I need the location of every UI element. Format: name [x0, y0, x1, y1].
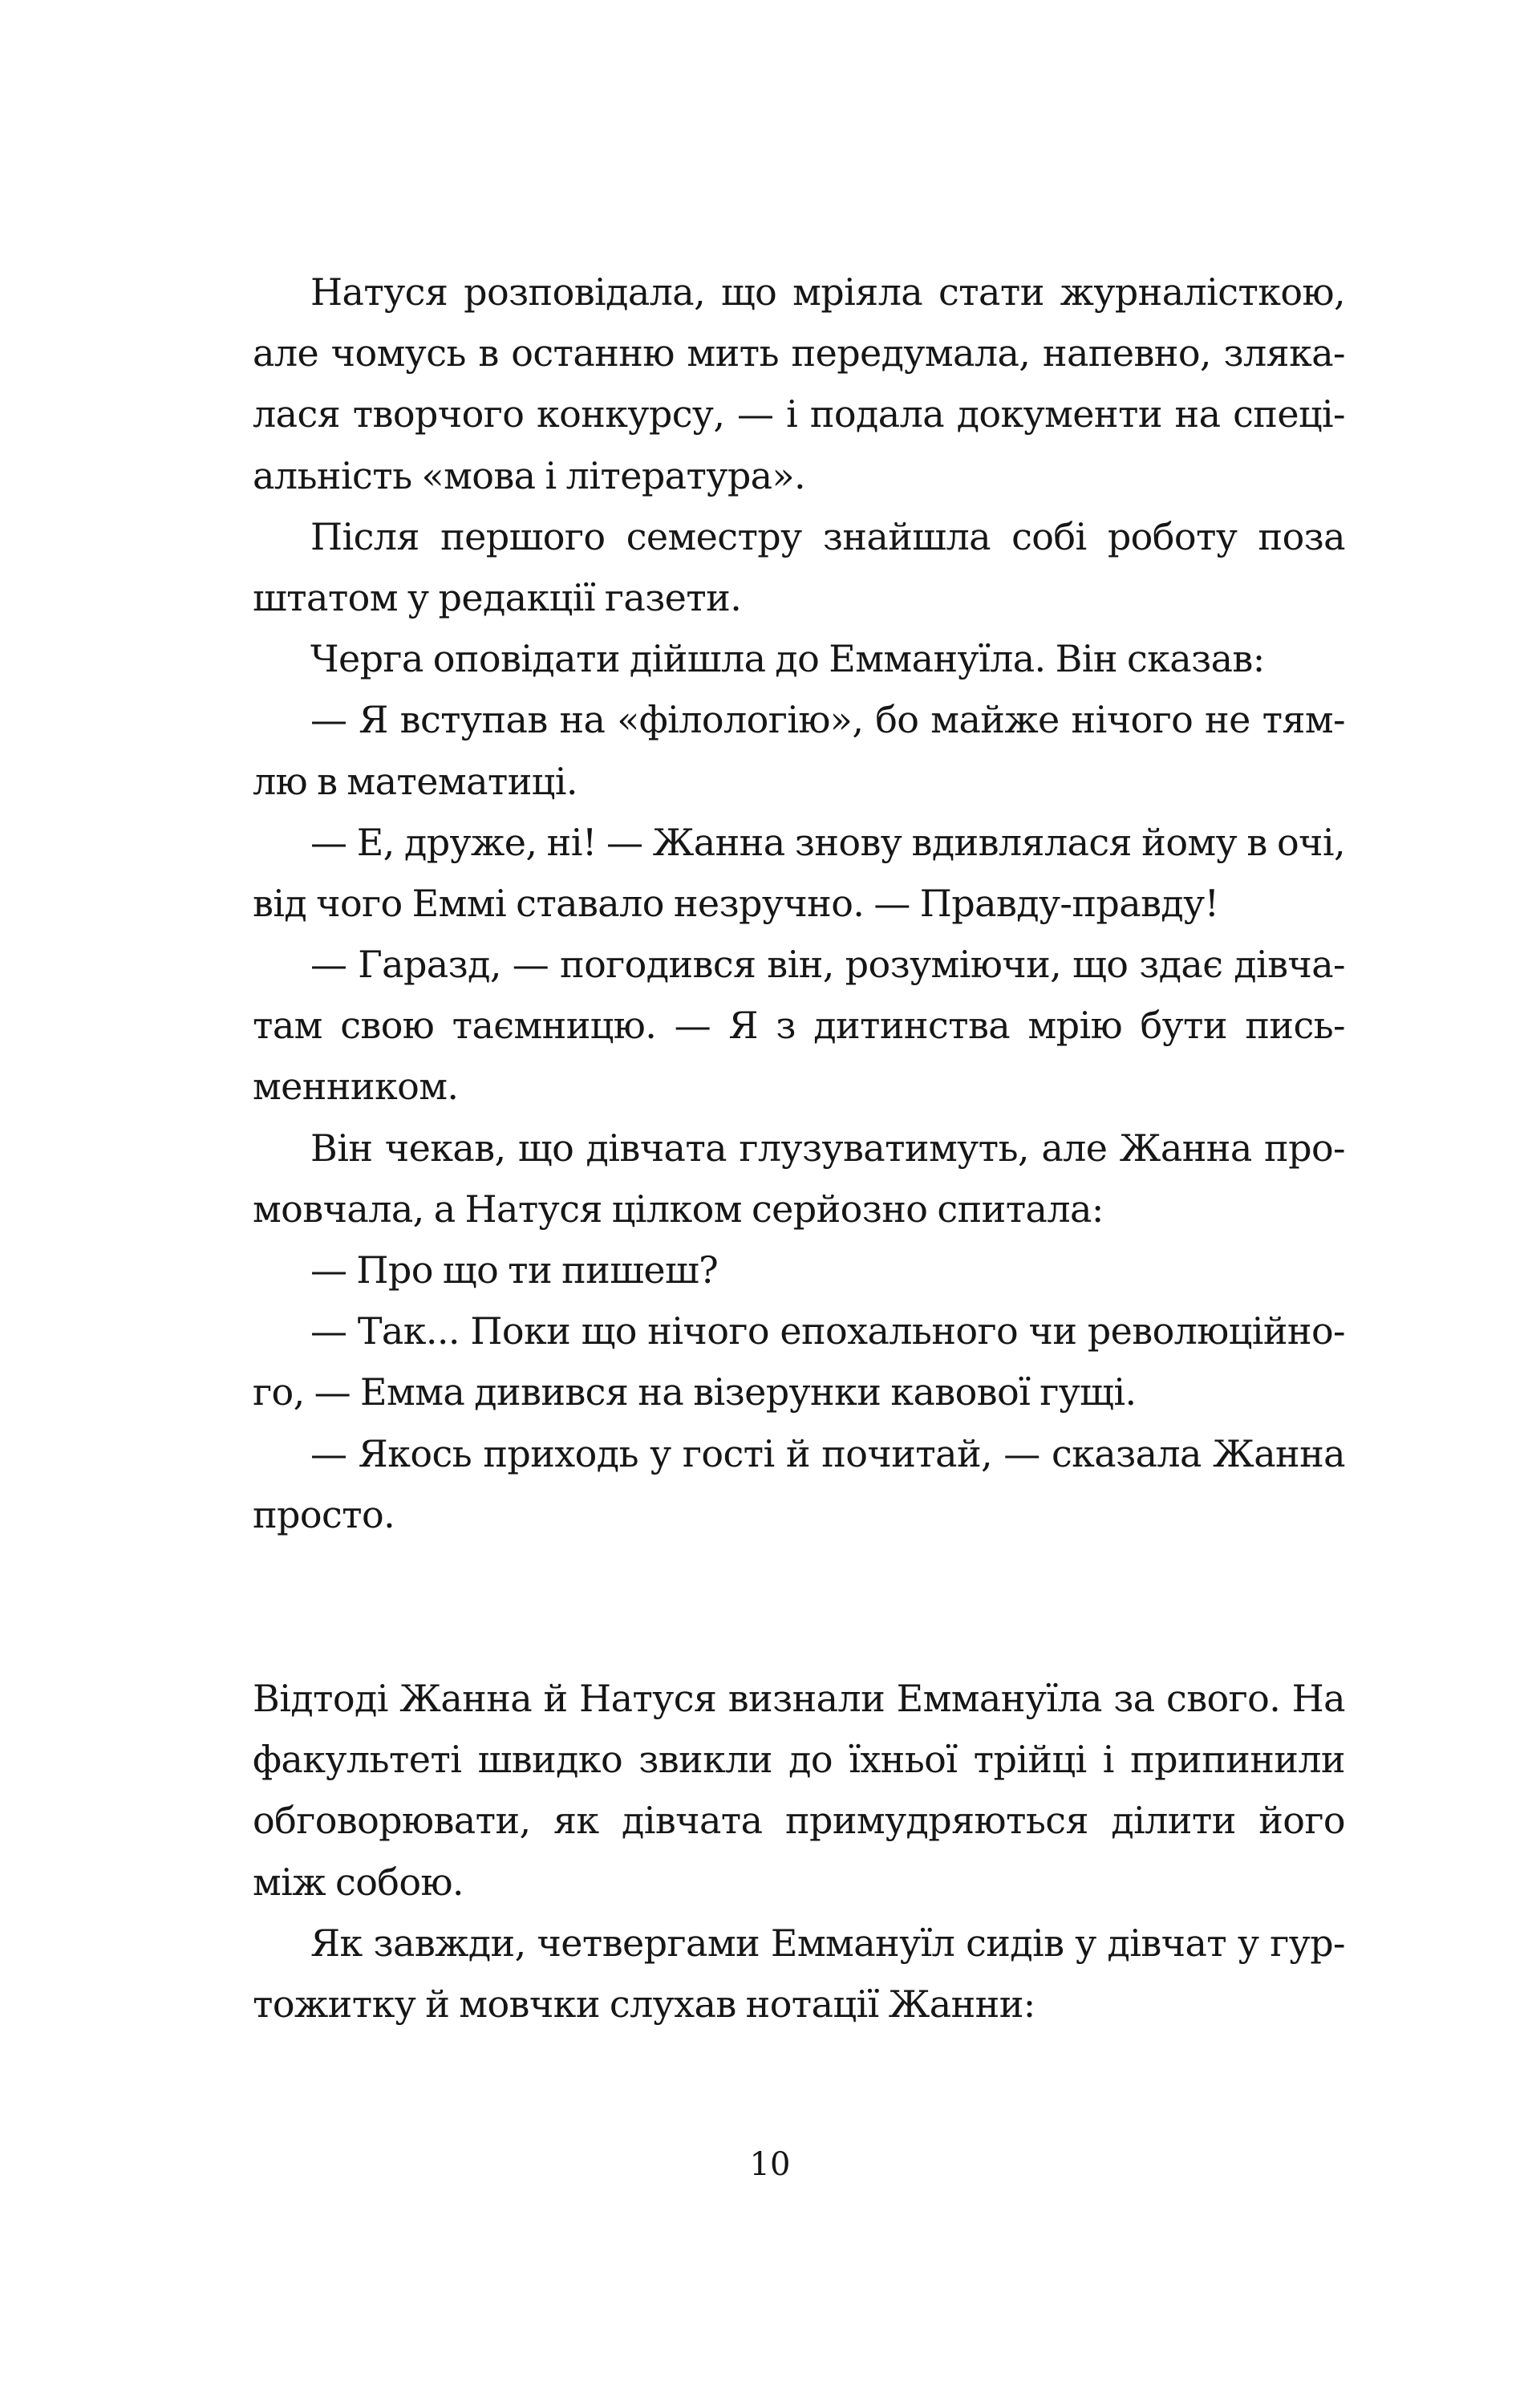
- text-line: менником.: [253, 1065, 459, 1109]
- text-line: — Е, друже, ні! — Жанна знову вдивлялася йому в очі,: [310, 820, 1345, 864]
- text-line: — Про що ти пишеш?: [310, 1248, 719, 1292]
- text-line: Натуся розповідала, що мріяла стати журналісткою,: [310, 270, 1345, 314]
- text-line: обговорювати, як дівчата примудряються ділити його: [253, 1799, 1345, 1843]
- text-line: лася творчого конкурсу, — і подала документи на спеці-: [253, 392, 1345, 436]
- text-line: від чого Еммі ставало незручно. — Правду-правду!: [253, 881, 1219, 925]
- text-line: — Я вступав на «філологію», бо майже нічого не тям-: [310, 698, 1345, 742]
- text-line: там свою таємницю. — Я з дитинства мрію бути пись-: [253, 1004, 1345, 1048]
- text-line: штатом у редакції газети.: [253, 575, 742, 619]
- text-line: але чомусь в останню мить передумала, напевно, зляка-: [253, 331, 1345, 375]
- text-line: Черга оповідати дійшла до Еммануїла. Він сказав:: [310, 637, 1265, 681]
- text-line: альність «мова і література».: [253, 453, 806, 497]
- text-line: го, — Емма дивився на візерунки кавової гущі.: [253, 1370, 1137, 1414]
- text-line: — Гаразд, — погодився він, розуміючи, що здає дівча-: [310, 943, 1345, 987]
- text-line: Після першого семестру знайшла собі роботу поза: [310, 514, 1345, 558]
- text-line: Він чекав, що дівчата глузуватимуть, але Жанна про-: [310, 1126, 1345, 1170]
- text-line: між собою.: [253, 1860, 464, 1904]
- text-line: просто.: [253, 1492, 395, 1536]
- text-line: Відтоді Жанна й Натуся визнали Еммануїла за свого. На: [253, 1677, 1345, 1720]
- text-line: мовчала, а Натуся цілком серйозно спитала:: [253, 1187, 1104, 1231]
- text-line: лю в математиці.: [253, 759, 578, 803]
- text-section-1: [253, 262, 1345, 1545]
- text-line: — Так... Поки що нічого епохального чи революційно-: [310, 1309, 1345, 1353]
- text-section-2: [253, 1668, 1345, 2035]
- text-line: Як завжди, четвергами Еммануїл сидів у дівчат у гур-: [310, 1921, 1345, 1965]
- text-line: факультеті швидко звикли до їхньої трійці і припинили: [253, 1738, 1345, 1782]
- text-line: — Якось приходь у гості й почитай, — сказала Жанна: [310, 1431, 1345, 1475]
- page-number: 10: [749, 2146, 791, 2183]
- text-line: тожитку й мовчки слухав нотації Жанни:: [253, 1982, 1035, 2026]
